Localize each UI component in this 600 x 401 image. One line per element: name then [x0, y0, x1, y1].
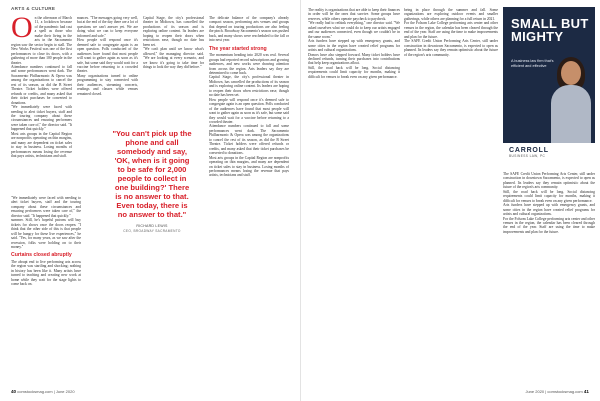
paragraph: How people will respond once it's deemed safe to congregate again is an open question. Polls conducted of the audiences have found that most people will want to gather again as soon as it's safe, but some said they would wait for a vaccine before returning to a crowded theater.	[77, 38, 138, 74]
paragraph: The reality is organizations that are able to keep their finances in order will be the ones that survive. Some groups have reserves, while others operate paycheck to paycheck.	[308, 8, 400, 21]
folio-right	[525, 389, 589, 394]
carroll-logo	[503, 143, 595, 167]
paragraph: The SAFE Credit Union Performing Arts Center, still under construction in downtown Sacramento, is expected to open as planned. Its leaders say they remain optimistic about the future of the region's arts community.	[503, 172, 595, 190]
ad-title: SMALL BUT MIGHTY	[511, 16, 589, 44]
paragraph: The abrupt end to live performing arts across the region was startling and shocking; nothing in history has been like it. Many artists have turned to teaching and creating new work at home while they wait for the stage lights to come back on.	[11, 259, 81, 287]
article-column-4	[209, 16, 289, 386]
pull-quote	[112, 129, 192, 233]
paragraph: Most arts groups in the Capital Region are nonprofits operating on thin margins, and many are dependent on ticket sales to stay in business. Losing months of performances means losing the revenue that pays artists, technicians and staff.	[209, 155, 289, 178]
ad-subtitle: A business law firm that's efficient and effective	[511, 59, 554, 68]
paragraph: Donors have also stepped forward. Many ticket holders have declined refunds, turning their purchases into contributions that help keep organizations afloat.	[308, 52, 400, 66]
page-number: 40	[11, 389, 17, 394]
pull-quote-role: CEO, BROADWAY SACRAMENTO	[123, 229, 181, 233]
paragraph: Still, the road back will be long. Social distancing requirements could limit capacity for months, making it difficult for venues to break even on any given performance.	[308, 65, 400, 79]
folio-left	[11, 389, 75, 394]
carroll-law-ad[interactable]	[503, 7, 595, 167]
article-column-1	[11, 11, 72, 159]
paragraph: Attendance numbers continued to fall and some performances went dark. The Sacramento Philharmonic & Opera was among the organizations to cancel the rest of its season, as did the B Street Theatre. Ticket holders were offered refunds or credits, and many asked that their ticket purchases be converted to donations.	[11, 64, 72, 105]
brand-subtitle: BUSINESS LAW, PC	[509, 154, 546, 158]
paragraph: Many organizations turned to online programming to stay connected with their audiences, streaming concerts, readings and classes while venues remained closed.	[77, 73, 138, 96]
pull-quote-text: "You can't pick up the phone and call somebody and say, 'OK, when is it going to be safe for 2,000 people to collect in one building?' There is no answer to that. Even today, there is no answer to that."	[112, 129, 192, 219]
pull-quote-author: RICHARD LEWIS	[136, 224, 168, 228]
folio-publication: comstocksmag.com | June 2020	[17, 389, 75, 394]
article-column-1-lower	[11, 196, 81, 386]
paragraph: Attendance numbers continued to fall and some performances went dark. The Sacramento Philharmonic & Opera was among the organizations to cancel the rest of its season, as did the B Street Theatre. Ticket holders were offered refunds or credits, and many asked that their ticket purchases be converted to donations.	[209, 124, 289, 156]
right-page	[300, 0, 600, 401]
article-column-7	[503, 172, 595, 387]
article-column-3	[143, 16, 204, 124]
paragraph: The SAFE Credit Union Performing Arts Center, still under construction in downtown Sacramento, is expected to open as planned. Its leaders say they remain optimistic about the future of the region's arts community.	[404, 39, 498, 57]
paragraph: Capital Stage, the city's professional theater in Midtown, has cancelled the productions of its season and is exploring online content. Its leaders are hoping to reopen their doors when restrictions ease, though no date has been set.	[143, 16, 204, 47]
paragraph: The momentum heading into 2020 was real. Several groups had reported record subscriptions and growing audiences, and new works were drawing attention from across the region. Arts leaders say they are determined to come back.	[209, 53, 289, 76]
paragraph: For the Folsom Lake College performing arts center and other venues in the region, the calendar has been cleared through the end of the year. Staff are using the time to make improvements and plan for the future.	[503, 216, 595, 234]
page-number: 41	[583, 389, 589, 394]
section-label: ARTS & CULTURE	[11, 6, 56, 11]
article-column-5	[308, 8, 400, 388]
subheading: Curtains closed abruptly	[11, 252, 72, 259]
paragraph: n the afternoon of March 11, a lockdown because of the pandemic had cast a spell as those who make their living in the arts in the Sacramento region saw the sector begin to stall. The New Works Festival was one of the first performances to close its doors, with a gathering of more than 100 people in the theater.	[11, 16, 72, 65]
article-column-2	[77, 16, 138, 124]
paragraph: Arts funders have stepped up with emergency grants, and some cities in the region have created relief programs for artists and cultural organizations.	[503, 203, 595, 217]
paragraph: mances. "The messages going very well, but at the end of the day there are a lot of questions we can't answer yet. We are doing what we can to keep everyone informed and safe."	[77, 16, 138, 38]
paragraph: Most arts groups in the Capital Region are nonprofits operating on thin margins, and many are dependent on ticket sales to stay in business. Losing months of performances means losing the revenue that pays artists, technicians and staff.	[11, 131, 72, 159]
brand-name: CARROLL	[509, 147, 549, 154]
folio-publication: June 2020 | comstocksmag.com	[525, 389, 583, 394]
paragraph: being in place through the summer and fall. Some organizations are exploring outdoor events and smaller gatherings, while others are planning for a full return in 2021.	[404, 8, 498, 21]
paragraph: For the Folsom Lake College performing arts center and other venues in the region, the calendar has been cleared through the end of the year. Staff are using the time to make improvements and plan for the future.	[404, 21, 498, 39]
paragraph: "We really had to rethink everything," one director said. "We asked ourselves what we could do to keep our artists engaged and our audiences connected, even though we couldn't be in the same room."	[308, 21, 400, 39]
article-column-6	[404, 8, 498, 192]
paragraph: How people will respond once it's deemed safe to congregate again is an open question. Polls conducted of the audiences have found that most people will want to gather again as soon as it's safe, but some said they would wait for a vaccine before returning to a crowded theater.	[209, 97, 289, 125]
paragraph: summer. Still, he's hopeful patrons will buy tickets for shows once the doors reopen. "I think that the other side of this is that people will be hungry for these live experiences," he said. "Yes, for many years, as we saw after the recession, folks were holding on to their money."	[11, 218, 81, 249]
paragraph: "We can't plan until we know what's allowed," the managing director said. "We are looking at every scenario, and we know it's going to take time for things to look the way they did before."	[143, 47, 204, 69]
paragraph: Still, the road back will be long. Social distancing requirements could limit capacity for months, making it difficult for venues to break even on any given performance.	[503, 189, 595, 203]
drop-cap: O	[11, 11, 33, 44]
paragraph: "We immediately were faced with needing to alert ticket buyers, staff and the touring company about these circumstances and ensuring performers were taken care of," the director said. "It happened that quickly."	[11, 196, 81, 218]
paragraph: Arts funders have stepped up with emergency grants, and some cities in the region have created relief programs for artists and cultural organizations.	[308, 39, 400, 53]
subheading: The year started strong	[209, 45, 267, 52]
paragraph: The delicate balance of the company's already compact season, performing arts venues and groups that depend on touring productions are also feeling the pinch. Broadway Sacramento's season was pushed back, and many shows were rescheduled to the fall or into next year.	[209, 16, 289, 43]
paragraph: "We immediately were faced with needing to alert ticket buyers, staff and the touring company about these circumstances and ensuring performers were taken care of," the director said. "It happened that quickly."	[11, 105, 72, 132]
paragraph: Capital Stage, the city's professional theater in Midtown, has cancelled the productions of its season and is exploring online content. Its leaders are hoping to reopen their doors when restrictions ease, though no date has been set.	[209, 75, 289, 98]
